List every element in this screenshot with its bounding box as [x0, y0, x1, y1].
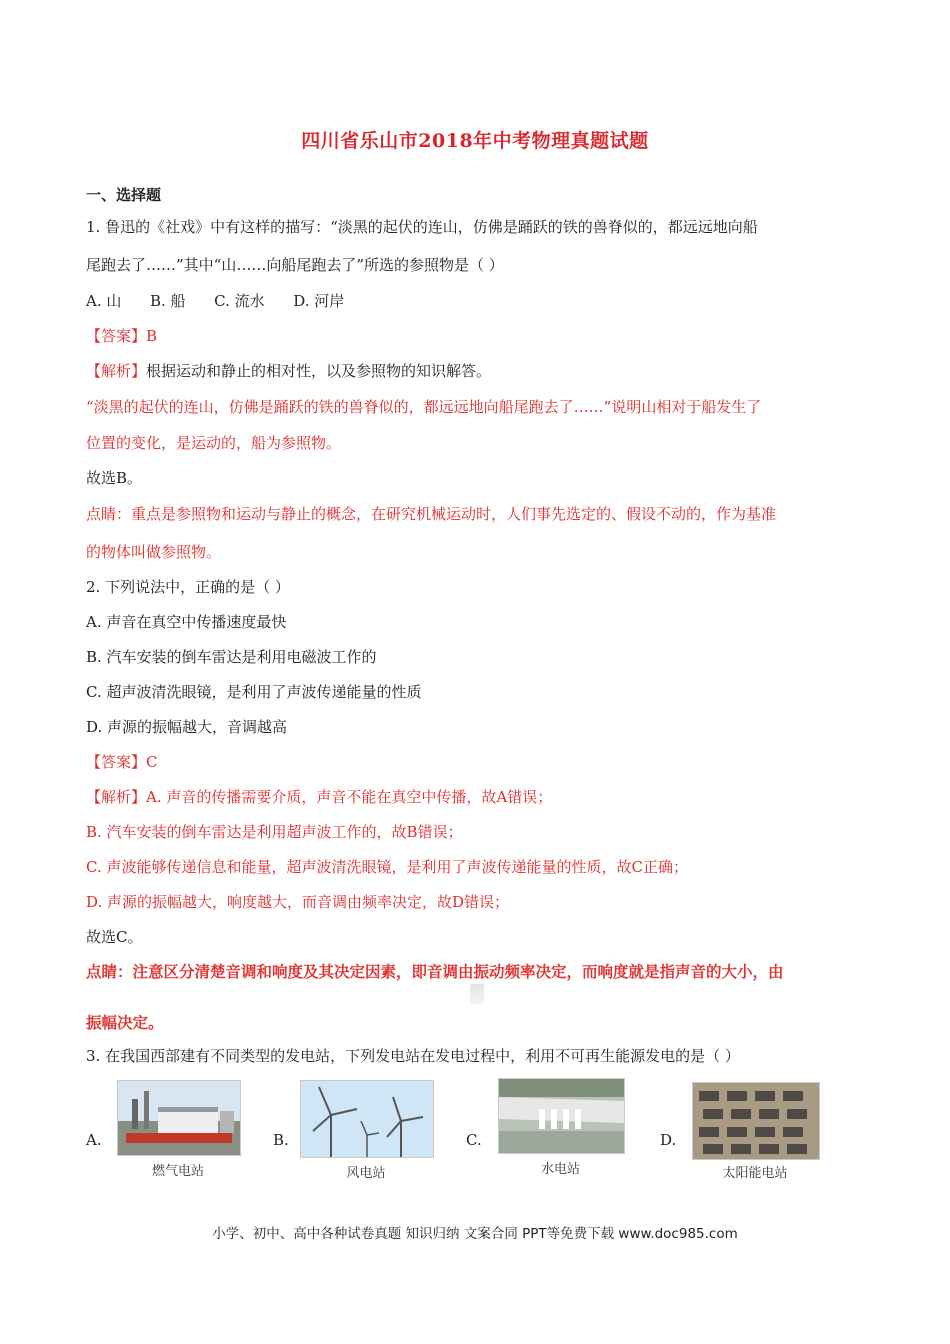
q2-option-c: C. 超声波清洗眼镜，是利用了声波传递能量的性质 [86, 683, 422, 701]
q2-note-line2: 振幅决定。 [86, 1014, 164, 1032]
q1-explain-line2: 位置的变化，是运动的，船为参照物。 [86, 434, 342, 452]
q2-option-a: A. 声音在真空中传播速度最快 [86, 613, 287, 631]
solar-power-plant-photo-icon [692, 1082, 820, 1160]
q2-analysis-d: D. 声源的振幅越大，响度越大，而音调由频率决定，故D错误； [86, 893, 510, 911]
q3-option-a-letter: A. [86, 1131, 102, 1149]
analysis-tag: 【解析】 [86, 362, 147, 380]
q2-analysis [86, 786, 552, 807]
q3-option-d-letter: D. [660, 1131, 677, 1149]
q2-option-b: B. 汽车安装的倒车雷达是利用电磁波工作的 [86, 648, 377, 666]
q1-options: A. 山 B. 船 C. 流水 D. 河岸 [86, 292, 345, 310]
q2-stem: 2. 下列说法中，正确的是（ ） [86, 578, 290, 596]
q1-note-line1: 点睛：重点是参照物和运动与静止的概念，在研究机械运动时，人们事先选定的、假设不动的，作为基准 [86, 505, 777, 523]
q2-option-d: D. 声源的振幅越大，音调越高 [86, 718, 288, 736]
answer-value: C [146, 753, 158, 771]
q1-stem-line2: 尾跑去了……”其中“山……向船尾跑去了”所选的参照物是（ ） [86, 256, 504, 274]
analysis-a: A. 声音的传播需要介质，声音不能在真空中传播，故A错误； [146, 788, 553, 806]
q3-option-a-caption: 燃气电站 [151, 1164, 204, 1179]
q2-answer [86, 751, 158, 772]
q1-explain-line1: “淡黑的起伏的连山，仿佛是踊跃的铁的兽脊似的，都远远地向船尾跑去了……”说明山相对于船发生了 [86, 398, 762, 416]
scan-artifact [470, 984, 484, 1004]
answer-tag: 【答案】 [86, 327, 147, 345]
q1-note-line2: 的物体叫做参照物。 [86, 543, 222, 561]
gas-power-plant-photo-icon [117, 1080, 241, 1156]
analysis-tag: 【解析】 [86, 788, 147, 806]
q2-analysis-c: C. 声波能够传递信息和能量，超声波清洗眼镜，是利用了声波传递能量的性质，故C正确； [86, 858, 688, 876]
q3-option-b-letter: B. [273, 1131, 289, 1149]
footer-text: 小学、初中、高中各种试卷真题 知识归纳 文案合同 PPT等免费下载 www.doc985.com [212, 1226, 738, 1242]
analysis-text: 根据运动和静止的相对性，以及参照物的知识解答。 [146, 362, 492, 380]
q1-stem-line1: 1. 鲁迅的《社戏》中有这样的描写：“淡黑的起伏的连山，仿佛是踊跃的铁的兽脊似的，都远远地向船 [86, 218, 758, 236]
q2-note-line1: 点睛：注意区分清楚音调和响度及其决定因素，即音调由振动频率决定，而响度就是指声音的大小，由 [86, 963, 784, 981]
q3-option-d-caption: 太阳能电站 [722, 1166, 788, 1181]
q3-stem: 3. 在我国西部建有不同类型的发电站，下列发电站在发电过程中，利用不可再生能源发电的是（ ） [86, 1047, 740, 1065]
hydro-power-plant-photo-icon [498, 1078, 625, 1154]
q2-analysis-b: B. 汽车安装的倒车雷达是利用超声波工作的，故B错误； [86, 823, 463, 841]
section-heading: 一、选择题 [86, 186, 162, 204]
q1-choose: 故选B。 [86, 469, 143, 487]
q2-choose: 故选C。 [86, 928, 143, 946]
answer-tag: 【答案】 [86, 753, 147, 771]
q3-option-c-letter: C. [466, 1131, 482, 1149]
page-title: 四川省乐山市2018年中考物理真题试题 [301, 130, 649, 152]
q3-option-b-caption: 风电站 [346, 1166, 386, 1181]
q3-option-c-caption: 水电站 [540, 1162, 580, 1177]
q1-answer [86, 325, 157, 346]
q1-analysis [86, 360, 491, 381]
answer-value: B [146, 327, 158, 345]
wind-power-plant-photo-icon [300, 1080, 434, 1158]
